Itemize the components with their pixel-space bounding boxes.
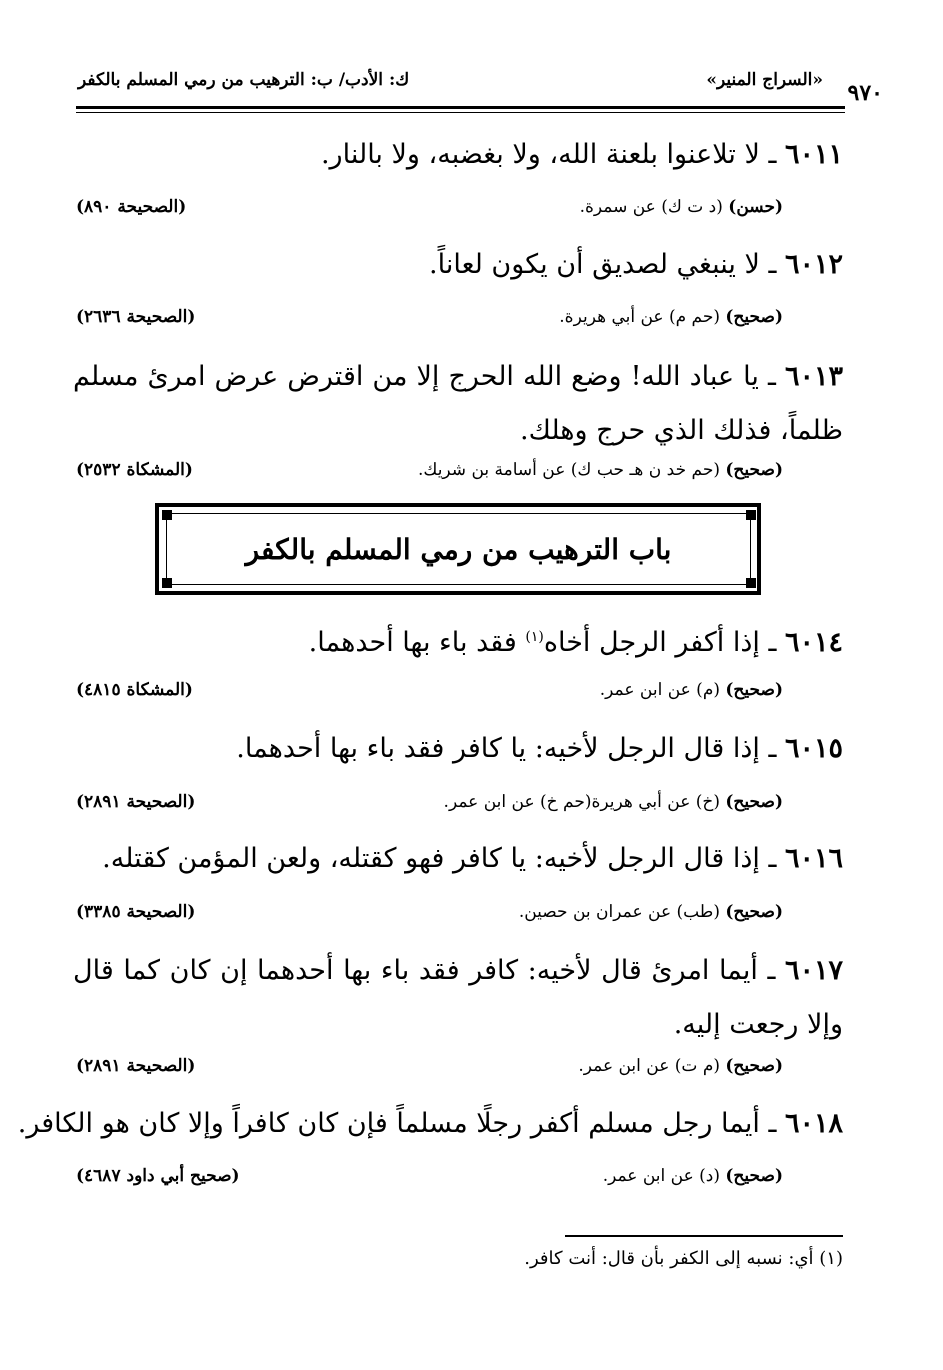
hadith-number: ٦٠١٧: [784, 955, 843, 986]
hadith-reference-6016: (الصحيحة ٣٣٨٥): [76, 902, 196, 922]
hadith-reference-6011: (الصحيحة ٨٩٠): [76, 197, 187, 217]
hadith-dash: ـ: [768, 1108, 777, 1139]
hadith-number: ٦٠١٢: [784, 249, 843, 280]
hadith-text: إذا قال الرجل لأخيه: يا كافر فهو كقتله، ولعن المؤمن كقتله.: [102, 843, 760, 874]
hadith-grade: (حسن): [728, 197, 783, 217]
header-book-title: «السراج المنير»: [706, 70, 823, 90]
hadith-grade: (صحيح): [725, 680, 783, 700]
hadith-reference-6012: (الصحيحة ٢٦٣٦): [76, 307, 196, 327]
hadith-text: أيما رجل مسلم أكفر رجلًا مسلماً فإن كان كافراً وإلا كان هو الكافر.: [17, 1108, 760, 1139]
footnote-number: (١): [819, 1248, 843, 1269]
hadith-reference-6015: (الصحيحة ٢٨٩١): [76, 792, 196, 812]
hadith-text-before: إذا أكفر الرجل أخاه: [543, 627, 760, 658]
hadith-text: يا عباد الله! وضع الله الحرج إلا من اقترض عرض امرئ مسلم ظلماً، فذلك الذي حرج وهلك.: [73, 361, 843, 446]
hadith-text: لا تلاعنوا بلعنة الله، ولا بغضبه، ولا بالنار.: [320, 139, 760, 170]
header-chapter-ref: ك: الأدب/ ب: الترهيب من رمي المسلم بالكفر: [78, 70, 410, 90]
hadith-text: إذا قال الرجل لأخيه: يا كافر فقد باء بها أحدهما.: [236, 733, 760, 764]
footnote-marker[interactable]: (١): [525, 629, 544, 645]
hadith-text-after: فقد باء بها أحدهما.: [308, 627, 526, 658]
header-rule-thin: [76, 112, 845, 113]
hadith-6011: [321, 128, 843, 182]
hadith-number: ٦٠١٤: [784, 627, 843, 658]
hadith-attribution: (د ت ك) عن سمرة.: [579, 197, 723, 217]
hadith-reference-6013: (المشكاة ٢٥٣٢): [76, 460, 193, 480]
hadith-attribution: (حم خد ن هـ حب ك) عن أسامة بن شريك.: [417, 460, 720, 480]
hadith-source-6012: [559, 307, 783, 327]
hadith-dash: ـ: [768, 249, 777, 280]
chapter-title: باب الترهيب من رمي المسلم بالكفر: [245, 532, 672, 566]
hadith-attribution: (طب) عن عمران بن حصين.: [518, 902, 720, 922]
hadith-6016: [102, 832, 843, 886]
footnote: [524, 1248, 843, 1269]
hadith-attribution: (حم م) عن أبي هريرة.: [559, 307, 720, 327]
hadith-source-6014: [600, 680, 783, 700]
hadith-attribution: (م ت) عن ابن عمر.: [578, 1056, 720, 1076]
header-page-number: ٩٧٠: [847, 80, 883, 106]
hadith-attribution: (م) عن ابن عمر.: [599, 680, 720, 700]
hadith-text: لا ينبغي لصديق أن يكون لعاناً.: [429, 249, 760, 280]
hadith-grade: (صحيح): [725, 1166, 783, 1186]
hadith-source-6017: [578, 1056, 783, 1076]
hadith-number: ٦٠١٣: [784, 361, 843, 392]
hadith-6017: [73, 944, 843, 1052]
hadith-6018: [18, 1097, 843, 1151]
hadith-grade: (صحيح): [725, 1056, 783, 1076]
hadith-dash: ـ: [768, 139, 777, 170]
hadith-source-6018: [603, 1166, 783, 1186]
hadith-6013: [73, 350, 843, 458]
hadith-text: أيما امرئ قال لأخيه: كافر فقد باء بها أحدهما إن كان كما قال وإلا رجعت إليه.: [73, 955, 843, 1040]
hadith-dash: ـ: [767, 361, 776, 392]
hadith-6014: [309, 610, 843, 670]
hadith-grade: (صحيح): [725, 460, 783, 480]
hadith-number: ٦٠١٦: [784, 843, 843, 874]
hadith-grade: (صحيح): [725, 902, 783, 922]
hadith-6012: [429, 238, 843, 292]
footnote-rule: [565, 1235, 843, 1237]
hadith-dash: ـ: [768, 733, 777, 764]
header-rule-thick: [76, 106, 845, 109]
hadith-reference-6014: (المشكاة ٤٨١٥): [76, 680, 193, 700]
footnote-text: أي: نسبه إلى الكفر بأن قال: أنت كافر.: [524, 1248, 814, 1269]
hadith-number: ٦٠١٨: [784, 1108, 843, 1139]
hadith-grade: (صحيح): [725, 792, 783, 812]
hadith-dash: ـ: [768, 627, 777, 658]
hadith-source-6015: [444, 792, 783, 812]
hadith-number: ٦٠١١: [784, 139, 843, 170]
hadith-attribution: (د) عن ابن عمر.: [602, 1166, 720, 1186]
hadith-grade: (صحيح): [725, 307, 783, 327]
hadith-number: ٦٠١٥: [784, 733, 843, 764]
hadith-dash: ـ: [767, 955, 776, 986]
hadith-reference-6018: (صحيح أبي داود ٤٦٨٧): [76, 1166, 240, 1186]
hadith-source-6011: [580, 197, 783, 217]
hadith-dash: ـ: [768, 843, 777, 874]
hadith-attribution: (خ) عن أبي هريرة(حم خ) عن ابن عمر.: [443, 792, 720, 812]
hadith-source-6016: [519, 902, 783, 922]
hadith-reference-6017: (الصحيحة ٢٨٩١): [76, 1056, 196, 1076]
hadith-source-6013: [418, 460, 783, 480]
hadith-6015: [236, 722, 843, 776]
